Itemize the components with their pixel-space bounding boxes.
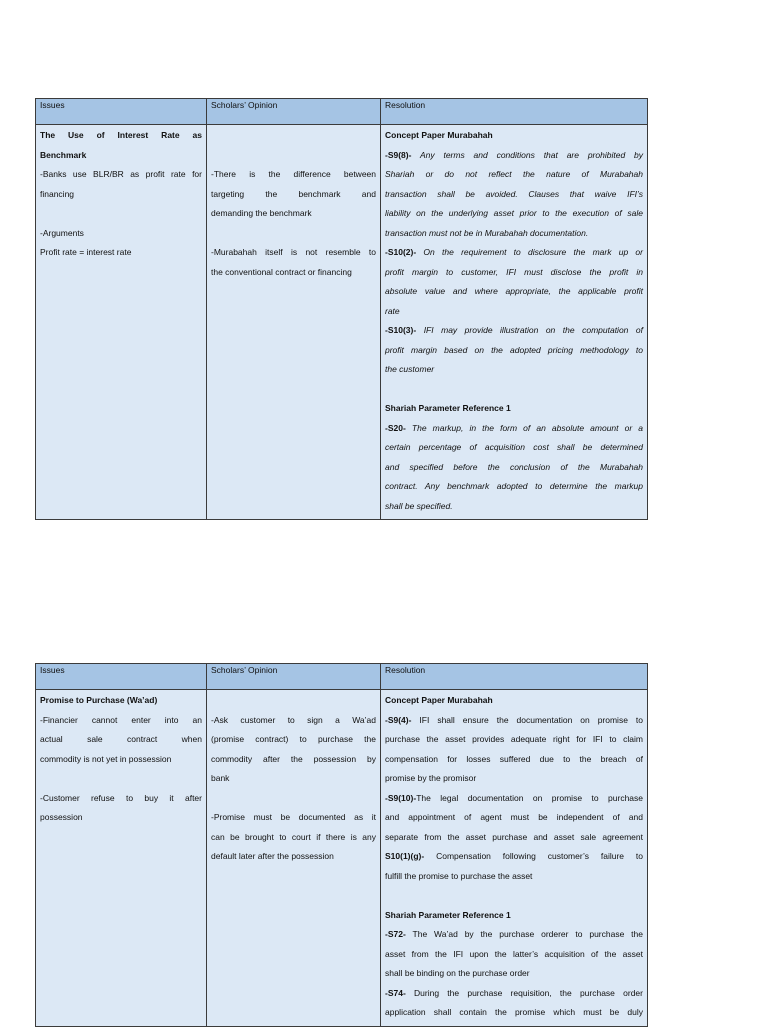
clause-text: IFI shall ensure the documentation on promise to [411,714,643,725]
header-issues: Issues [36,664,207,690]
clause-text: application shall contain the promise which must be duly [385,1007,643,1017]
scholars-opinion-cell [207,690,381,1027]
clause-text: and specified before the conclusion of the Murabahah [385,461,643,472]
promise-table [35,663,648,1027]
clause-text: profit margin based on the adopted pricing methodology to [385,344,643,355]
header-row [36,99,648,125]
clause-text: contract. Any benchmark adopted to determine the markup [385,481,643,491]
issue-text: commodity is not yet in possession [40,753,172,764]
clause-text: liability on the underlying asset prior to the execution of sale [385,208,643,218]
issues-cell [36,690,207,1027]
clause-text: Compensation following customer’s failure to [424,851,643,861]
clause-ref: S10(1)(g)- [385,851,425,861]
clause-text: purchase the asset provides adequate right for IFI to claim [385,734,643,744]
header-scholars-opinion: Scholars’ Opinion [207,664,381,690]
clause-text: fulfill the promise to purchase the asset [385,870,533,881]
opinion-text: (promise contract) to purchase the [211,734,376,744]
issue-text-cont: financing [40,188,75,199]
issue-text: possession [40,812,83,822]
clause-text: compensation for losses suffered due to the breach of [385,753,643,764]
clause-text: On the requirement to disclosure the mark up or [416,247,643,257]
resolution-cell [381,125,648,520]
clause-text: Any terms and conditions that are prohibited by [411,149,643,160]
issues-cell [36,125,207,520]
clause-text: shall be binding on the purchase order [385,968,530,978]
issue-title: Promise to Purchase (Wa’ad) [40,695,158,705]
header-issues: Issues [36,99,207,125]
opinion-text: -Ask customer to sign a Wa’ad [211,714,376,725]
scholars-opinion-cell [207,125,381,520]
arguments-text: Profit rate = interest rate [40,247,132,257]
clause-ref: -S9(8)- [385,149,412,160]
benchmark-table [35,98,648,520]
resolution-heading: Shariah Parameter Reference 1 [385,909,511,920]
clause-text: IFI may provide illustration on the computation of [416,325,643,335]
clause-text: separate from the asset purchase and asset sale agreement [385,831,643,842]
clause-text: and appointment of agent must be independent of and [385,812,643,822]
header-resolution: Resolution [381,99,648,125]
clause-text: rate [385,305,400,316]
opinion-text: commodity after the possession by [211,753,376,764]
clause-text: The markup, in the form of an absolute amount or a [405,422,643,433]
table-row [36,690,648,1027]
clause-text: promise by the promisor [385,773,477,783]
resolution-cell [381,690,648,1027]
clause-text: shall be specified. [385,500,453,511]
opinion-text: demanding the benchmark [211,208,312,218]
opinion-text: the conventional contract or financing [211,266,352,277]
clause-ref: -S20- [385,422,406,433]
clause-text: profit margin to customer, IFI must disclose the profit in [385,266,643,277]
clause-text: absolute value and where appropriate, the applicable profit [385,286,643,296]
clause-text: transaction shall be avoided. Clauses that waive IFI’s [385,188,643,199]
arguments-label: -Arguments [40,227,84,238]
clause-text: The legal documentation on promise to purchase [416,792,643,803]
clause-text: the customer [385,364,435,374]
resolution-heading: Concept Paper Murabahah [385,695,493,705]
clause-text: Shariah or do not reflect the nature of Murabahah [385,169,643,179]
header-row [36,664,648,690]
opinion-text: -Promise must be documented as it [211,812,376,822]
issue-text: -Banks use BLR/BR as profit rate for [40,169,202,179]
issue-text: -Financier cannot enter into an [40,714,202,725]
clause-ref: -S10(2)- [385,247,417,257]
clause-ref: -S9(4)- [385,714,412,725]
clause-ref: -S10(3)- [385,325,417,335]
issue-title-cont: Benchmark [40,149,87,160]
table-row [36,125,648,520]
clause-ref: -S74- [385,987,406,998]
opinion-text: -Murabahah itself is not resemble to [211,247,376,257]
clause-text: The Wa’ad by the purchase orderer to purchase the [405,929,643,939]
clause-ref: -S9(10)- [385,792,417,803]
opinion-text: targeting the benchmark and [211,188,376,199]
clause-text: certain percentage of acquisition cost shall be determined [385,442,643,452]
resolution-heading: Shariah Parameter Reference 1 [385,403,511,413]
opinion-text: can be brought to court if there is any [211,831,376,842]
header-scholars-opinion: Scholars’ Opinion [207,99,381,125]
issue-title: The Use of Interest Rate as [40,130,202,140]
resolution-heading: Concept Paper Murabahah [385,130,493,140]
issue-text: -Customer refuse to buy it after [40,792,202,803]
opinion-text: default later after the possession [211,851,334,861]
issue-text: actual sale contract when [40,734,202,744]
clause-text: asset from the IFI upon the latter’s acquisition of the asset [385,948,643,959]
opinion-text: -There is the difference between [211,169,376,179]
opinion-text: bank [211,773,230,783]
header-resolution: Resolution [381,664,648,690]
clause-text: transaction must not be in Murabahah documentation. [385,227,589,238]
clause-ref: -S72- [385,929,406,939]
clause-text: During the purchase requisition, the purchase order [405,987,643,998]
